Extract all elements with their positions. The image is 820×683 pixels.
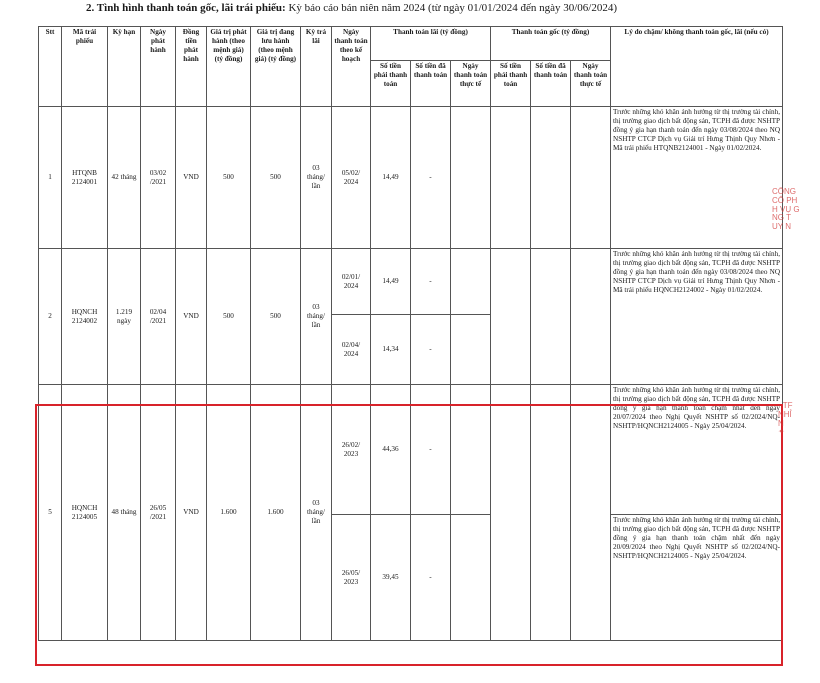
header-actual-date: Ngày thanh toán thực tế <box>451 61 491 107</box>
row-principal-due <box>491 107 531 249</box>
principal-group-label: Thanh toán gốc <box>511 28 560 36</box>
header-term: Kỳ hạn <box>108 27 141 107</box>
interest-unit: (tỷ đồng) <box>440 28 468 36</box>
row-actual-date <box>451 385 491 515</box>
header-plan-date: Ngày thanh toán theo kế hoạch <box>332 27 371 107</box>
row-amount-paid: - <box>411 249 451 315</box>
header-principal-paid: Số tiền đã thanh toán <box>531 61 571 107</box>
row-amount-due: 14,49 <box>371 107 411 249</box>
row-reason: Trước những khó khăn ảnh hưởng từ thị trường tài chính, thị trường giao dịch bất động sản, TCPH đã được NSHTP đồng ý gia hạn thanh toán chậm nhất đến ngày 20/07/2024 theo Nghị Quyết NSHTP số 02/2024/NQ-NSHTP/HQNCH2124005 - Ngày 25/04/2024. <box>611 385 783 515</box>
row-currency: VND <box>176 385 207 641</box>
header-interest-group <box>371 27 491 61</box>
row-term: 42 tháng <box>108 107 141 249</box>
row-issue-date: 26/05 /2021 <box>141 385 176 641</box>
header-stt: Stt <box>39 27 62 107</box>
interest-group-label: Thanh toán lãi <box>393 28 439 36</box>
row-issued: 1.600 <box>207 385 251 641</box>
header-payment-term: Kỳ trả lãi <box>301 27 332 107</box>
header-currency: Đồng tiền phát hành <box>176 27 207 107</box>
row-amount-due: 14,49 <box>371 249 411 315</box>
row-principal-actual <box>571 385 611 641</box>
row-reason: Trước những khó khăn ảnh hưởng từ thị trường tài chính, thị trường giao dịch bất động sản, TCPH đã được NSHTP đồng ý gia hạn thanh toán đến ngày 03/08/2024 theo NQ NSHTP CTCP Dịch vụ Giải trí Hưng Thịnh Quy Nhơn - Mã trái phiếu HQNCH2124002 - Ngày 01/02/2024. <box>611 249 783 385</box>
row-payment-term: 03 tháng/ lần <box>301 385 332 641</box>
header-issued-value <box>207 27 251 107</box>
table-row <box>39 385 783 515</box>
row-plan-date: 26/05/ 2023 <box>332 515 371 641</box>
header-code: Mã trái phiếu <box>62 27 108 107</box>
row-issue-date: 03/02 /2021 <box>141 107 176 249</box>
header-principal-actual: Ngày thanh toán thực tế <box>571 61 611 107</box>
header-outstanding-value <box>251 27 301 107</box>
header-amount-paid: Số tiền đã thanh toán <box>411 61 451 107</box>
row-plan-date: 02/01/ 2024 <box>332 249 371 315</box>
row-code: HQNCH 2124005 <box>62 385 108 641</box>
row-principal-due <box>491 385 531 641</box>
row-outstanding: 500 <box>251 249 301 385</box>
row-code: HTQNB 2124001 <box>62 107 108 249</box>
row-amount-paid: - <box>411 107 451 249</box>
row-outstanding: 1.600 <box>251 385 301 641</box>
row-stt: 2 <box>39 249 62 385</box>
principal-unit: (tỷ đồng) <box>561 28 590 36</box>
header-amount-due: Số tiền phải thanh toán <box>371 61 411 107</box>
row-term: 48 tháng <box>108 385 141 641</box>
row-principal-paid <box>531 385 571 641</box>
row-issued: 500 <box>207 249 251 385</box>
row-actual-date <box>451 107 491 249</box>
row-amount-due: 14,34 <box>371 315 411 385</box>
row-actual-date <box>451 315 491 385</box>
header-principal-due: Số tiền phải thanh toán <box>491 61 531 107</box>
outstanding-value-label: Giá trị đang lưu hành (theo mệnh giá) <box>254 28 295 63</box>
row-reason: Trước những khó khăn ảnh hưởng từ thị trường tài chính, thị trường giao dịch bất động sản, TCPH đã được NSHTP đồng ý gia hạn thanh toán đến ngày 03/08/2024 theo NQ NSHTP CTCP Dịch vụ Giải trí Hưng Thịnh Quy Nhơn - Mã trái phiếu HTQNB2124001 - Ngày 01/02/2024. <box>611 107 783 249</box>
row-plan-date: 26/02/ 2023 <box>332 385 371 515</box>
company-stamp-seal: CÔNG CỔ PH H VỤ G NG T UY N <box>772 187 800 232</box>
row-currency: VND <box>176 107 207 249</box>
outstanding-unit: (tỷ đồng) <box>268 55 297 63</box>
header-reason: Lý do chậm/ không thanh toán gốc, lãi (nếu có) <box>611 27 783 107</box>
issued-value-label: Giá trị phát hành (theo mệnh giá) <box>210 28 247 54</box>
row-term: 1.219 ngày <box>108 249 141 385</box>
section-heading <box>86 2 617 14</box>
table-row <box>39 107 783 249</box>
row-outstanding: 500 <box>251 107 301 249</box>
table-row <box>39 249 783 315</box>
row-amount-paid: - <box>411 315 451 385</box>
row-reason: Trước những khó khăn ảnh hưởng từ thị trường tài chính, thị trường giao dịch bất động sản, TCPH đã được NSHTP đồng ý gia hạn thanh toán chậm nhất đến ngày 20/09/2024 theo Nghị Quyết NSHTP số 02/2024/NQ-NSHTP/HQNCH2124005 - Ngày 25/04/2024. <box>611 515 783 641</box>
row-plan-date: 02/04/ 2024 <box>332 315 371 385</box>
row-principal-due <box>491 249 531 385</box>
row-actual-date <box>451 515 491 641</box>
header-issue-date: Ngày phát hành <box>141 27 176 107</box>
bond-payment-table <box>38 26 783 641</box>
row-principal-actual <box>571 107 611 249</box>
row-stt: 5 <box>39 385 62 641</box>
row-principal-paid <box>531 107 571 249</box>
report-period: Kỳ báo cáo bán niên năm 2024 (từ ngày 01/01/2024 đến ngày 30/06/2024) <box>285 2 618 14</box>
row-payment-term: 03 tháng/ lần <box>301 107 332 249</box>
issued-unit: (tỷ đồng) <box>214 55 243 63</box>
row-code: HQNCH 2124002 <box>62 249 108 385</box>
company-stamp-seal-lower: · TF NHỈ N ✦ <box>778 401 793 437</box>
row-amount-paid: - <box>411 515 451 641</box>
section-title: 2. Tình hình thanh toán gốc, lãi trái phiếu: <box>86 2 286 14</box>
row-amount-due: 44,36 <box>371 385 411 515</box>
row-issued: 500 <box>207 107 251 249</box>
row-amount-paid: - <box>411 385 451 515</box>
row-plan-date: 05/02/ 2024 <box>332 107 371 249</box>
row-currency: VND <box>176 249 207 385</box>
row-amount-due: 39,45 <box>371 515 411 641</box>
row-issue-date: 02/04 /2021 <box>141 249 176 385</box>
row-actual-date <box>451 249 491 315</box>
header-principal-group <box>491 27 611 61</box>
row-principal-actual <box>571 249 611 385</box>
row-principal-paid <box>531 249 571 385</box>
row-payment-term: 03 tháng/ lần <box>301 249 332 385</box>
row-stt: 1 <box>39 107 62 249</box>
